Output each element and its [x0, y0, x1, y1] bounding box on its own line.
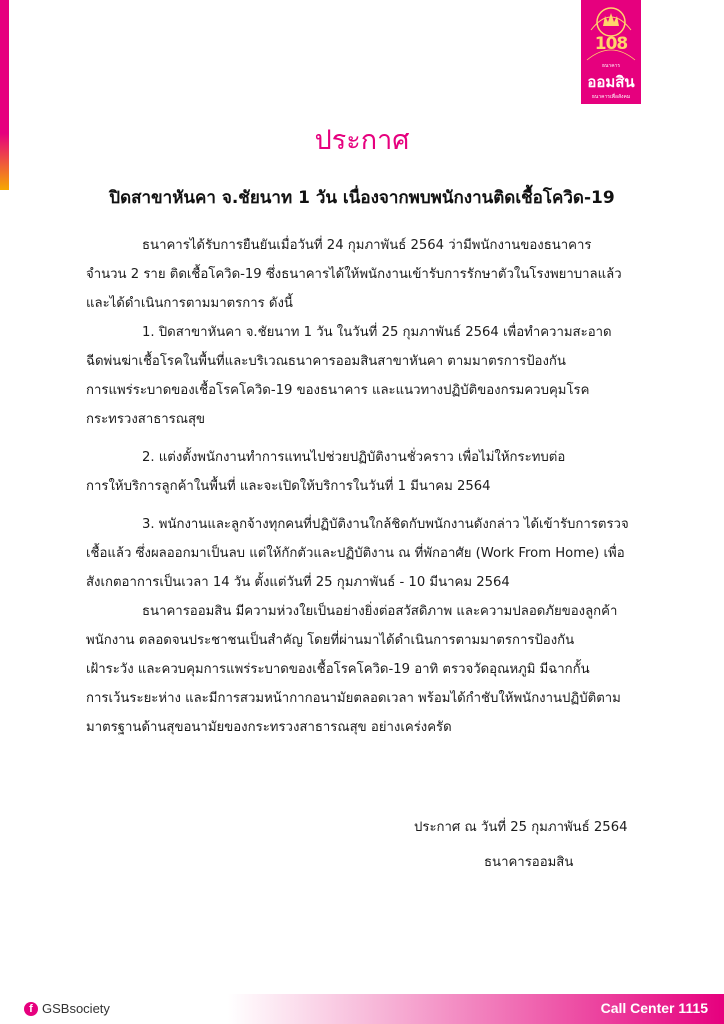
paragraph-line: 2. แต่งตั้งพนักงานทำการแทนไปช่วยปฏิบัติงานชั่วคราว เพื่อไม่ให้กระทบต่อ	[142, 450, 566, 465]
facebook-icon[interactable]: f	[24, 1002, 38, 1016]
paragraph-item-1	[86, 318, 666, 434]
logo-name: ออมสิน	[587, 73, 635, 91]
paragraph-line: ธนาคารออมสิน มีความห่วงใยเป็นอย่างยิ่งต่อสวัสดิภาพ และความปลอดภัยของลูกค้า	[142, 604, 618, 619]
paragraph-line: การเว้นระยะห่าง และมีการสวมหน้ากากอนามัยตลอดเวลา พร้อมได้กำชับให้พนักงานปฏิบัติตาม	[86, 691, 621, 706]
paragraph-line: พนักงาน ตลอดจนประชาชนเป็นสำคัญ โดยที่ผ่านมาได้ดำเนินการตามมาตรการป้องกัน	[86, 633, 575, 648]
paragraph-line: การแพร่ระบาดของเชื้อโรคโควิด-19 ของธนาคาร และแนวทางปฏิบัติของกรมควบคุมโรค	[86, 383, 590, 398]
social-handle-link[interactable]: GSBsociety	[42, 1001, 110, 1016]
paragraph-line: ธนาคารได้รับการยืนยันเมื่อวันที่ 24 กุมภาพันธ์ 2564 ว่ามีพนักงานของธนาคาร	[142, 238, 592, 253]
signing-organization: ธนาคารออมสิน	[484, 855, 574, 870]
logo-small-text: ธนาคาร	[601, 63, 621, 69]
paragraph-line: ฉีดพ่นฆ่าเชื้อโรคในพื้นที่และบริเวณธนาคารออมสินสาขาหันคา ตามมาตรการป้องกัน	[86, 354, 566, 369]
logo-tagline: ธนาคารเพื่อสังคม	[591, 94, 631, 100]
paragraph-item-3	[86, 510, 666, 597]
logo-number: 108	[594, 34, 628, 54]
paragraph-line: และได้ดำเนินการตามมาตรการ ดังนี้	[86, 296, 293, 311]
paragraph-line: การให้บริการลูกค้าในพื้นที่ และจะเปิดให้บริการในวันที่ 1 มีนาคม 2564	[86, 479, 491, 494]
call-center-number: Call Center 1115	[600, 1000, 708, 1016]
page-subtitle: ปิดสาขาหันคา จ.ชัยนาท 1 วัน เนื่องจากพบพนักงานติดเชื้อโควิด-19	[109, 188, 615, 208]
gsb-logo	[581, 0, 641, 104]
paragraph-intro	[86, 231, 666, 318]
page-title: ประกาศ	[314, 125, 410, 156]
paragraph-line: 3. พนักงานและลูกจ้างทุกคนที่ปฏิบัติงานใกล้ชิดกับพนักงานดังกล่าว ได้เข้ารับการตรวจ	[142, 517, 629, 532]
paragraph-line: เฝ้าระวัง และควบคุมการแพร่ระบาดของเชื้อโรคโควิด-19 อาทิ ตรวจวัดอุณหภูมิ มีฉากกั้น	[86, 662, 590, 677]
paragraph-item-2	[86, 443, 666, 501]
paragraph-line: กระทรวงสาธารณสุข	[86, 412, 206, 427]
announcement-date: ประกาศ ณ วันที่ 25 กุมภาพันธ์ 2564	[414, 820, 628, 835]
paragraph-line: มาตรฐานด้านสุขอนามัยของกระทรวงสาธารณสุข อย่างเคร่งครัด	[86, 720, 452, 735]
paragraph-line: เชื้อแล้ว ซึ่งผลออกมาเป็นลบ แต่ให้กักตัวและปฏิบัติงาน ณ ที่พักอาศัย (Work From Home) เพื่อ	[86, 546, 625, 561]
paragraph-line: จำนวน 2 ราย ติดเชื้อโควิด-19 ซึ่งธนาคารได้ให้พนักงานเข้ารับการรักษาตัวในโรงพยาบาลแล้ว	[86, 267, 622, 282]
left-accent-stripe	[0, 0, 9, 190]
paragraph-line: สังเกตอาการเป็นเวลา 14 วัน ตั้งแต่วันที่ 25 กุมภาพันธ์ - 10 มีนาคม 2564	[86, 575, 510, 590]
paragraph-line: 1. ปิดสาขาหันคา จ.ชัยนาท 1 วัน ในวันที่ 25 กุมภาพันธ์ 2564 เพื่อทำความสะอาด	[142, 325, 612, 340]
paragraph-closing	[86, 597, 666, 742]
